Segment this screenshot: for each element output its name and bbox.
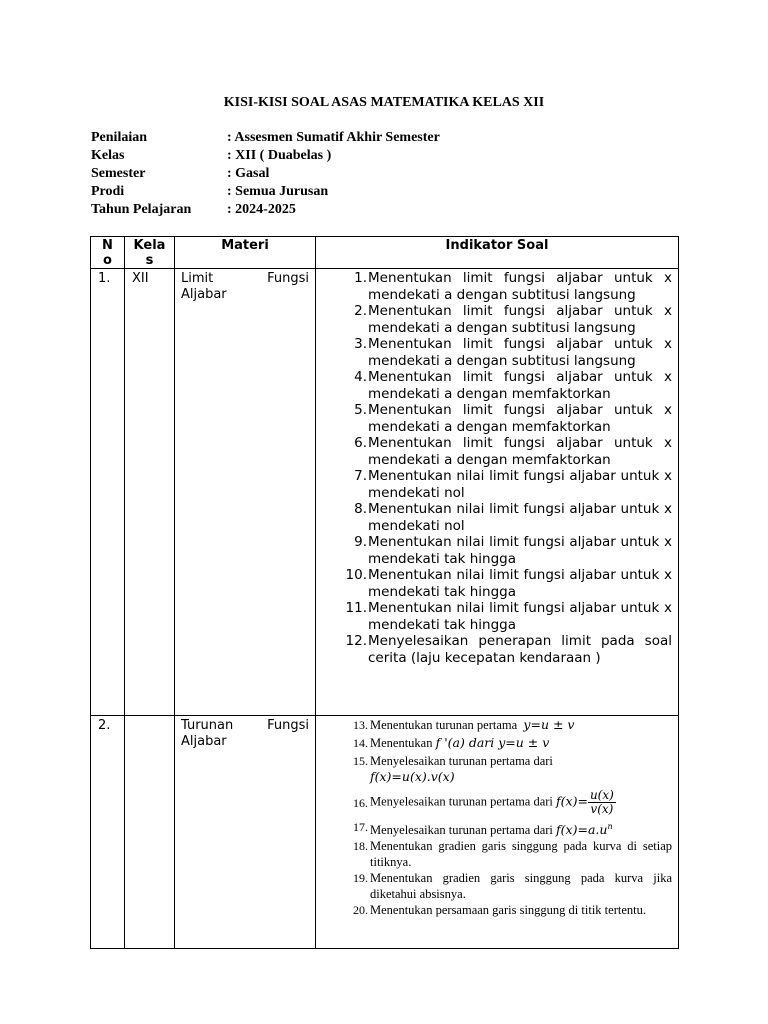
info-key: Penilaian	[91, 130, 148, 145]
info-key: Tahun Pelajaran	[91, 202, 192, 217]
cell-materi: Turunan Fungsi Aljabar	[175, 716, 316, 949]
math-expression: y=u ± v	[523, 717, 575, 732]
info-value: : XII ( Duabelas )	[227, 148, 332, 163]
info-value: : Semua Jurusan	[227, 184, 329, 199]
cell-kelas	[125, 716, 175, 949]
list-item: 5. Menentukan limit fungsi aljabar untuk x mendekati a dengan memfaktorkan	[354, 402, 672, 435]
list-item: 3. Menentukan limit fungsi aljabar untuk x mendekati a dengan subtitusi langsung	[354, 336, 672, 369]
list-item: 7. Menentukan nilai limit fungsi aljabar untuk x mendekati nol	[354, 468, 672, 501]
table-row	[91, 269, 679, 716]
info-row-penilaian	[91, 129, 440, 147]
list-item: 2. Menentukan limit fungsi aljabar untuk x mendekati a dengan subtitusi langsung	[354, 303, 672, 336]
cell-no: 2.	[91, 716, 125, 949]
info-row-semester	[91, 165, 440, 183]
list-item: 14. Menentukan f '(a) dari y=u ± v	[353, 735, 550, 750]
list-item: 17. Menyelesaikan turunan pertama dari $f(x)=a.u^n$	[353, 820, 613, 838]
info-key: Semester	[91, 166, 146, 181]
kisi-table	[90, 236, 679, 949]
list-item: 11. Menentukan nilai limit fungsi aljabar untuk x mendekati tak hingga	[345, 600, 672, 633]
fraction: $\frac{u(x)}{v(x)}$	[589, 788, 614, 816]
math-expression: f(x)=	[556, 793, 588, 809]
math-expression: f(x)=a.u	[556, 822, 608, 838]
math-expression: f '(a) dari y=u ± v	[435, 735, 550, 750]
math-expression: f(x)=u(x).v(x)	[370, 769, 455, 784]
header-kelas: Kelas	[125, 237, 175, 269]
header-indikator: Indikator Soal	[316, 237, 679, 269]
cell-no: 1.	[91, 269, 125, 716]
list-item: 15. Menyelesaikan turunan pertama dari f(x)=u(x).v(x)	[342, 753, 672, 785]
list-item: 1. Menentukan limit fungsi aljabar untuk x mendekati a dengan subtitusi langsung	[354, 270, 672, 303]
indicator-list	[316, 717, 678, 922]
header-materi: Materi	[175, 237, 316, 269]
list-item: 12. Menyelesaikan penerapan limit pada soal cerita (laju kecepatan kendaraan )	[345, 633, 672, 666]
info-key: Kelas	[91, 148, 125, 163]
info-row-prodi	[91, 183, 440, 201]
cell-indikator	[316, 269, 679, 716]
list-item: 10. Menentukan nilai limit fungsi aljabar untuk x mendekati tak hingga	[345, 567, 672, 600]
info-row-kelas	[91, 147, 440, 165]
info-value: : Assesmen Sumatif Akhir Semester	[227, 130, 440, 145]
list-item: 9. Menentukan nilai limit fungsi aljabar untuk x mendekati tak hingga	[354, 534, 672, 567]
list-item: 6. Menentukan limit fungsi aljabar untuk x mendekati a dengan memfaktorkan	[354, 435, 672, 468]
info-block	[91, 129, 440, 219]
header-no: No	[91, 237, 125, 269]
table-row	[91, 716, 679, 949]
table-header-row	[91, 237, 679, 269]
info-row-tahun	[91, 201, 440, 219]
cell-indikator	[316, 716, 679, 949]
cell-materi: Limit Fungsi Aljabar	[175, 269, 316, 716]
list-item: 8. Menentukan nilai limit fungsi aljabar untuk x mendekati nol	[354, 501, 672, 534]
list-item: 18. Menentukan gradien garis singgung pada kurva di setiap titiknya.	[353, 839, 672, 870]
info-value: : 2024-2025	[227, 202, 296, 217]
cell-kelas: XII	[125, 269, 175, 716]
info-key: Prodi	[91, 184, 125, 199]
list-item: 19. Menentukan gradien garis singgung pada kurva jika diketahui absisnya.	[353, 871, 672, 902]
list-item: 20. Menentukan persamaan garis singgung di titik tertentu.	[353, 903, 646, 918]
list-item: 16. Menyelesaikan turunan pertama dari f(x)= $\frac{u(x)}{v(x)}$	[353, 788, 614, 816]
list-item: 4. Menentukan limit fungsi aljabar untuk x mendekati a dengan memfaktorkan	[354, 369, 672, 402]
list-item: 13. Menentukan turunan pertama y=u ± v	[353, 717, 575, 732]
indicator-list	[316, 269, 678, 666]
info-value: : Gasal	[227, 166, 270, 181]
document-title: KISI-KISI SOAL ASAS MATEMATIKA KELAS XII	[223, 95, 545, 110]
justified-line: Menyelesaikan turunan pertama dari	[370, 754, 553, 768]
